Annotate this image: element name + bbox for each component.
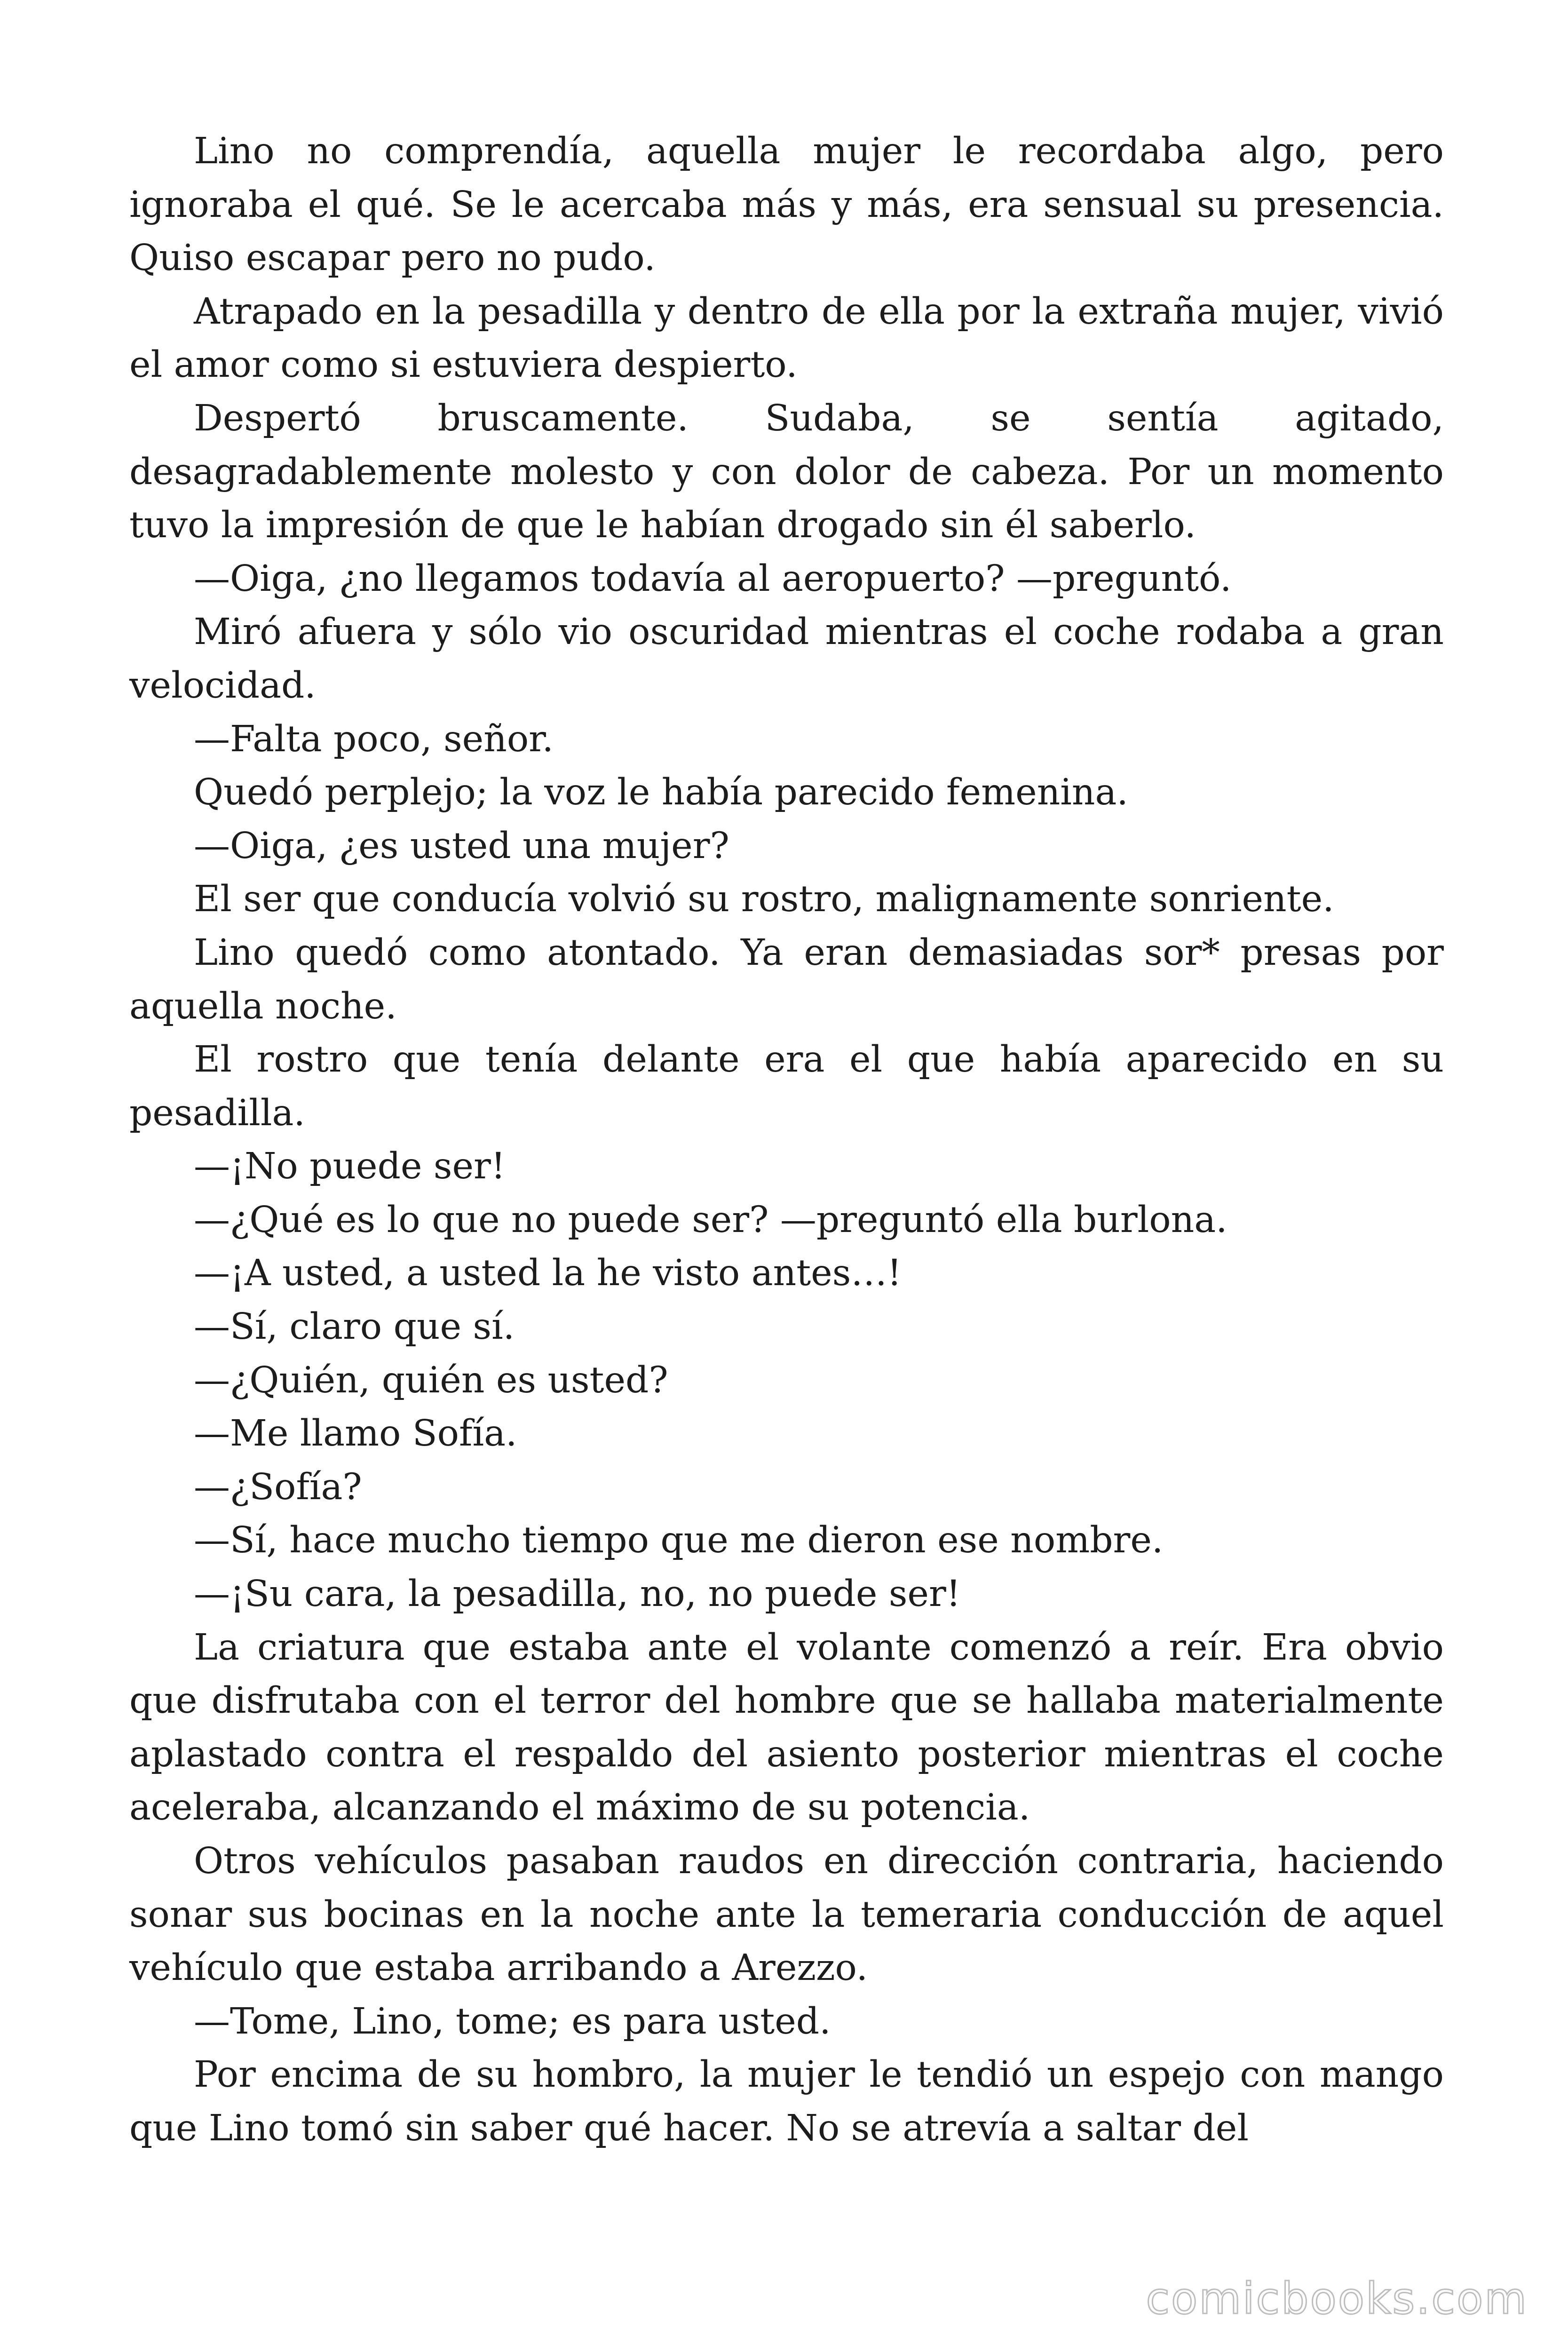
paragraph-24: Por encima de su hombro, la mujer le tendió un espejo con mango que Lino tomó sin saber qué hacer. No se atrevía a saltar del [129, 2054, 1444, 2149]
paragraph-3: Despertó bruscamente. Sudaba, se sentía agitado, desagradablemente molesto y con dolor de cabeza. Por un momento tuvo la impresión de que le habían drogado sin él saberlo. [129, 397, 1444, 547]
paragraph-17: —Me llamo Sofía. [194, 1413, 517, 1455]
paragraph-23: —Tome, Lino, tome; es para usted. [194, 2000, 831, 2042]
paragraph-7: Quedó perplejo; la voz le había parecido femenina. [194, 771, 1128, 814]
paragraph-20: —¡Su cara, la pesadilla, no, no puede ser! [194, 1573, 961, 1615]
paragraph-21: La criatura que estaba ante el volante comenzó a reír. Era obvio que disfrutaba con el terror del hombre que se hallaba materialmente aplastado contra el respaldo del asiento posterior mientras el coche aceleraba, alcanzando el máximo de su potencia. [129, 1626, 1444, 1829]
paragraph-9: El ser que conducía volvió su rostro, malignamente sonriente. [194, 878, 1334, 921]
paragraph-1: Lino no comprendía, aquella mujer le recordaba algo, pero ignoraba el qué. Se le acercaba más y más, era sensual su presencia. Quiso escapar pero no pudo. [129, 130, 1444, 279]
paragraph-22: Otros vehículos pasaban raudos en dirección contraria, haciendo sonar sus bocinas en la noche ante la temeraria conducción de aquel vehículo que estaba arribando a Arezzo. [129, 1840, 1444, 1989]
paragraph-4: —Oiga, ¿no llegamos todavía al aeropuerto? —preguntó. [194, 557, 1232, 600]
paragraph-11: El rostro que tenía delante era el que había aparecido en su pesadilla. [129, 1039, 1444, 1134]
paragraph-16: —¿Quién, quién es usted? [194, 1359, 668, 1401]
paragraph-15: —Sí, claro que sí. [194, 1306, 515, 1348]
body-text [129, 125, 1444, 2155]
paragraph-12: —¡No puede ser! [194, 1145, 506, 1188]
paragraph-6: —Falta poco, señor. [194, 718, 554, 760]
paragraph-8: —Oiga, ¿es usted una mujer? [194, 825, 729, 867]
paragraph-18: —¿Sofía? [194, 1466, 362, 1508]
paragraph-10: Lino quedó como atontado. Ya eran demasiadas sor* presas por aquella noche. [129, 931, 1444, 1027]
paragraph-5: Miró afuera y sólo vio oscuridad mientras el coche rodaba a gran velocidad. [129, 611, 1444, 707]
paragraph-2: Atrapado en la pesadilla y dentro de ella por la extraña mujer, vivió el amor como si estuviera despierto. [129, 290, 1444, 386]
paragraph-19: —Sí, hace mucho tiempo que me dieron ese nombre. [194, 1519, 1164, 1562]
watermark: comicbooks.com [1146, 2273, 1528, 2324]
paragraph-14: —¡A usted, a usted la he visto antes…! [194, 1252, 902, 1295]
paragraph-13: —¿Qué es lo que no puede ser? —preguntó ella burlona. [194, 1199, 1227, 1241]
